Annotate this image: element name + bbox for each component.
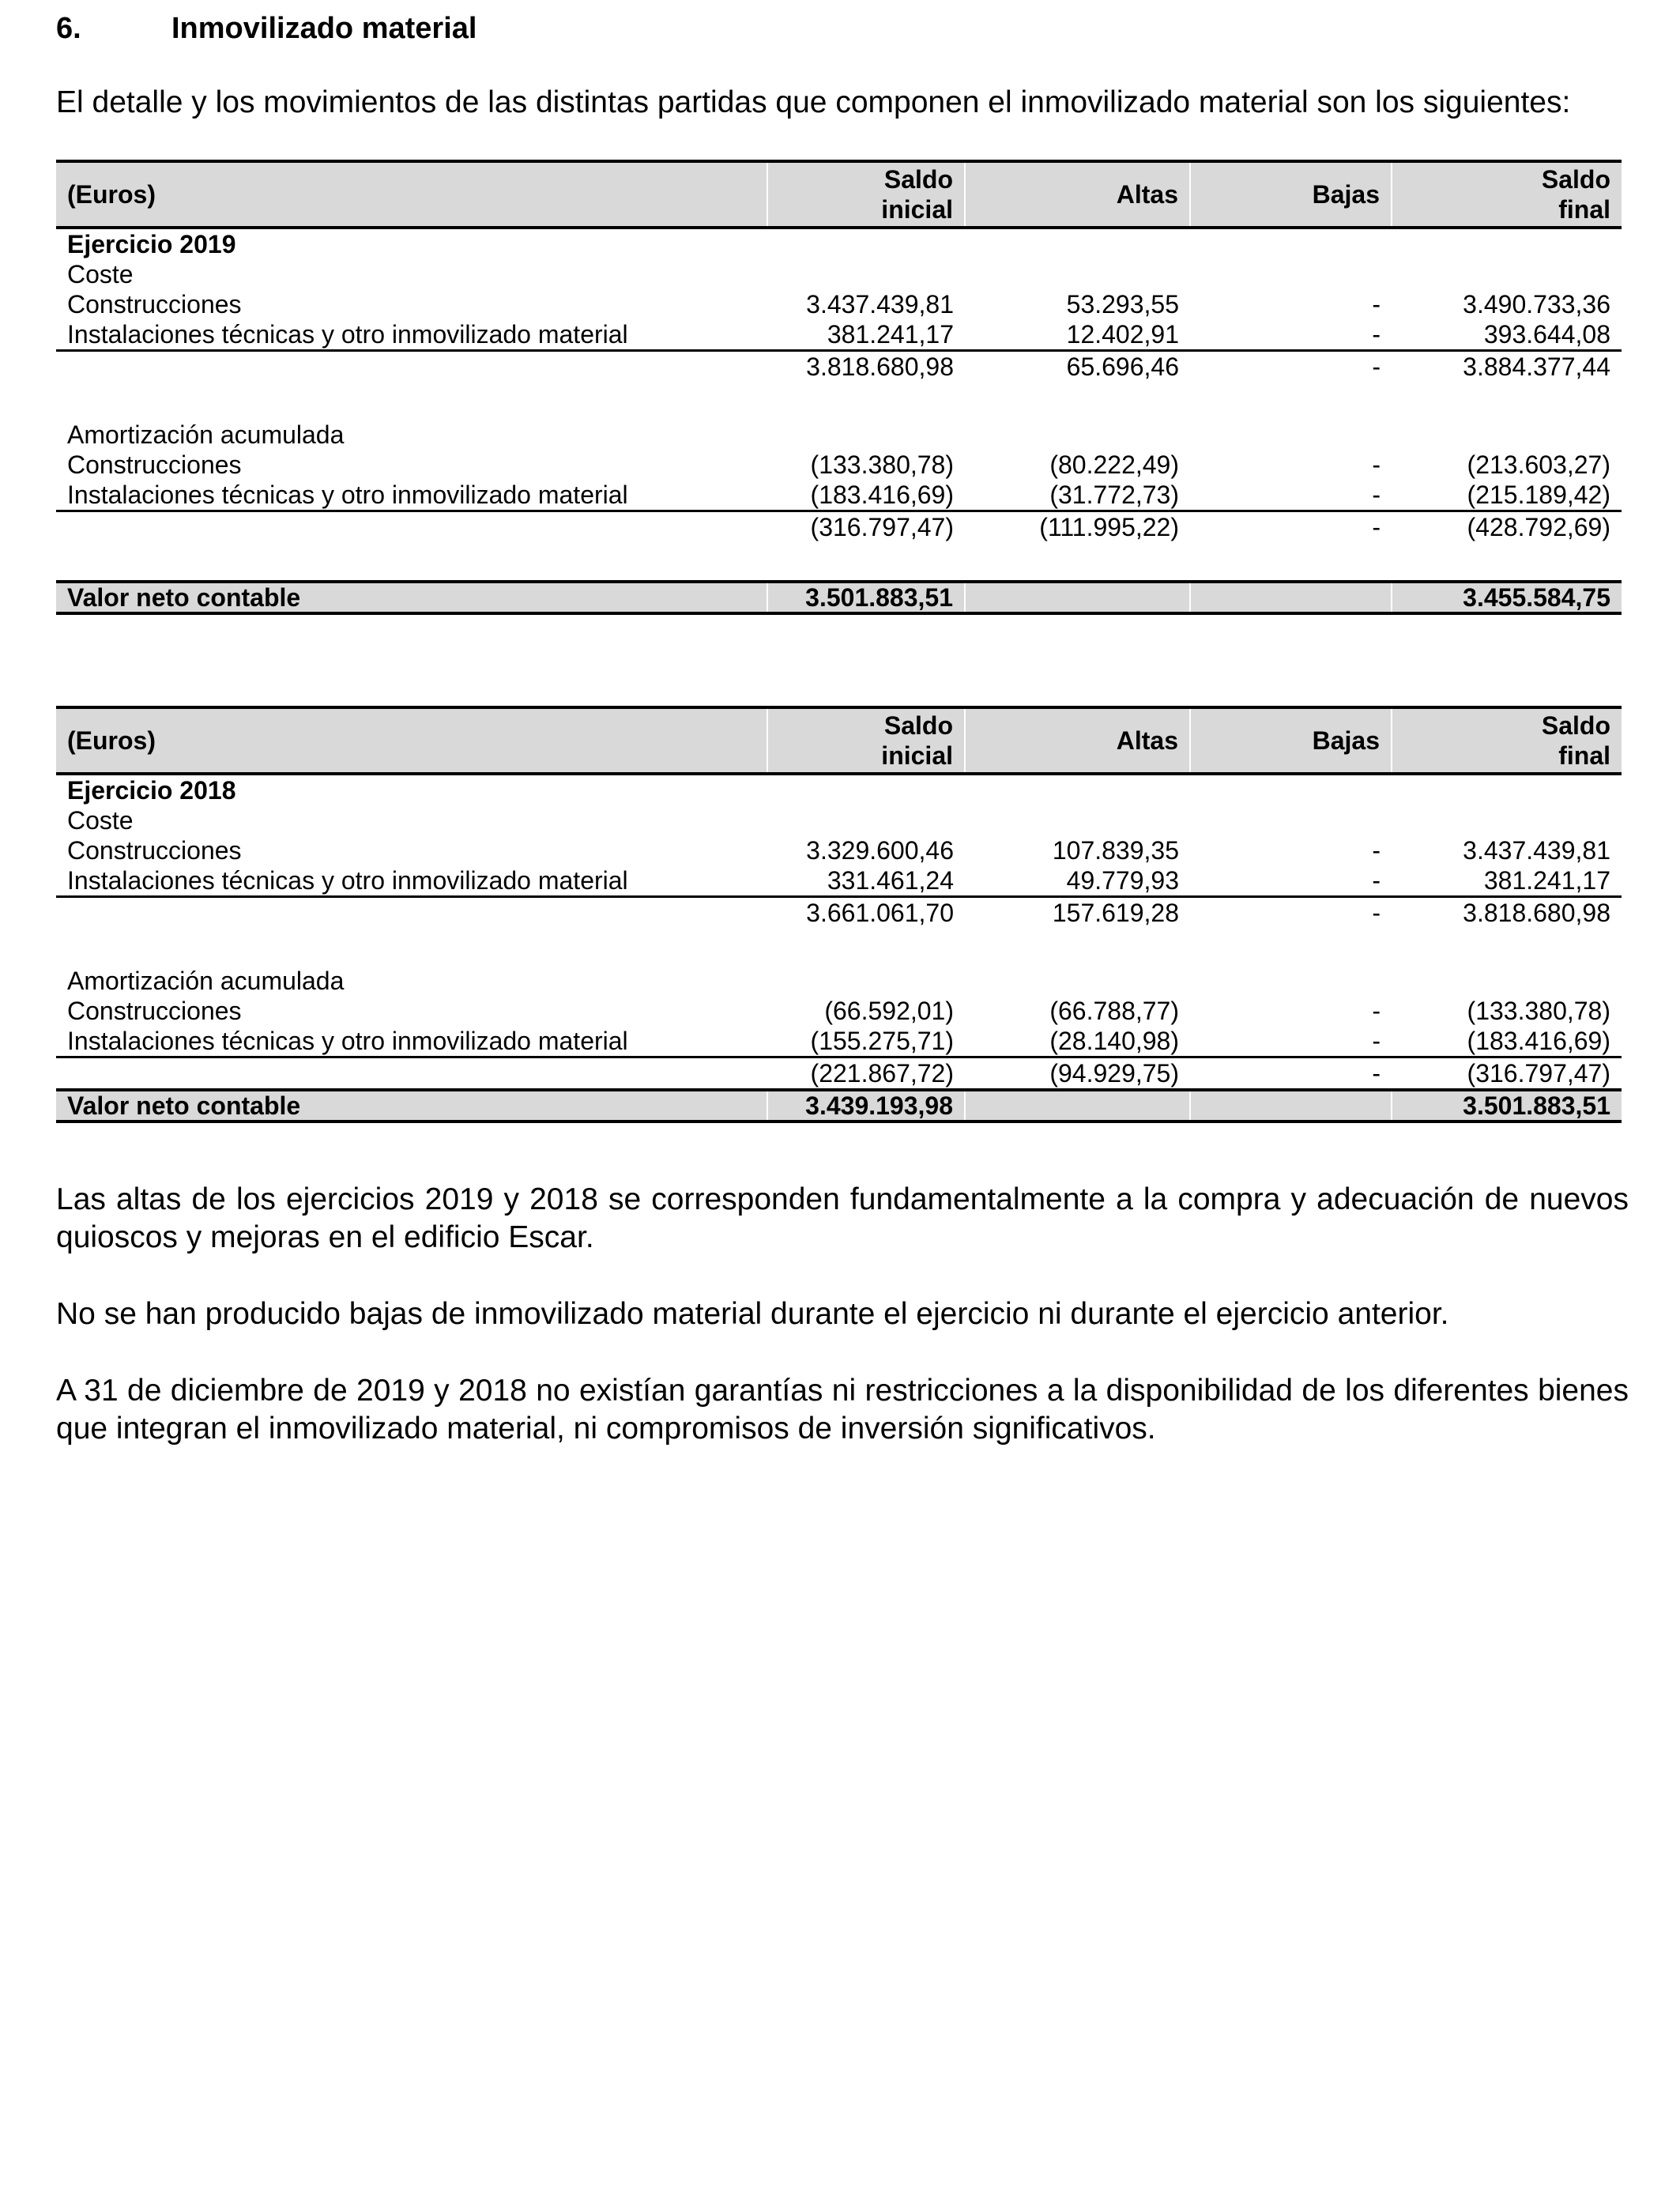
header-unit: (Euros) <box>56 161 767 228</box>
table-row <box>56 966 1622 996</box>
header-bajas: Bajas <box>1190 161 1392 228</box>
table-row: Instalaciones técnicas y otro inmovilizado material 381.241,17 12.402,91 - 393.644,08 <box>67 320 1610 349</box>
table-row: Construcciones 3.437.439,81 53.293,55 - 3.490.733,36 <box>67 290 1610 319</box>
header-saldo-final: Saldo final <box>1392 707 1622 774</box>
table-row <box>56 420 1622 450</box>
table-ejercicio-2019 <box>56 160 1622 615</box>
header-altas: Altas <box>965 707 1190 774</box>
intro-paragraph: El detalle y los movimientos de las distintas partidas que componen el inmovilizado material son los siguientes: <box>56 85 1571 119</box>
table-row: Construcciones (133.380,78) (80.222,49) - (213.603,27) <box>67 450 1610 479</box>
valor-neto-contable-row: Valor neto contable 3.501.883,51 3.455.584,75 <box>56 582 1622 613</box>
header-saldo-inicial: Saldo inicial <box>767 161 965 228</box>
paragraph-altas: Las altas de los ejercicios 2019 y 2018 se corresponden fundamentalmente a la compra y adecuación de nuevos quioscos y mejoras en el edificio Escar. <box>56 1182 1629 1254</box>
table-row <box>56 805 1622 835</box>
coste-total-row: 3.661.061,70 157.619,28 - 3.818.680,98 <box>56 897 1622 929</box>
valor-neto-contable-row: Valor neto contable 3.439.193,98 3.501.883,51 <box>56 1090 1622 1122</box>
section-heading <box>56 8 477 49</box>
amort-total-row: (316.797,47) (111.995,22) - (428.792,69) <box>56 511 1622 543</box>
table-row <box>56 774 1622 805</box>
amort-label: Amortización acumulada <box>67 420 345 449</box>
amort-total-row: (221.867,72) (94.929,75) - (316.797,47) <box>56 1057 1622 1091</box>
table-row: Instalaciones técnicas y otro inmovilizado material (155.275,71) (28.140,98) - (183.416,69) <box>67 1027 1610 1055</box>
table-ejercicio-2018 <box>56 706 1622 1123</box>
coste-label: Coste <box>67 806 134 835</box>
header-bajas: Bajas <box>1190 707 1392 774</box>
table-row <box>56 228 1622 259</box>
header-unit: (Euros) <box>56 707 767 774</box>
header-saldo-final: Saldo final <box>1392 161 1622 228</box>
header-saldo-inicial: Saldo inicial <box>767 707 965 774</box>
table-header-row <box>56 161 1622 228</box>
table-row: Instalaciones técnicas y otro inmovilizado material (183.416,69) (31.772,73) - (215.189,42) <box>67 481 1610 509</box>
table-row: Instalaciones técnicas y otro inmovilizado material 331.461,24 49.779,93 - 381.241,17 <box>67 866 1610 895</box>
section-number: 6. <box>56 12 81 45</box>
table-row <box>56 259 1622 289</box>
amort-label: Amortización acumulada <box>67 967 345 995</box>
paragraph-garantias: A 31 de diciembre de 2019 y 2018 no existían garantías ni restricciones a la disponibilidad de los diferentes bienes que integran el inmovilizado material, ni compromisos de inversión significativos. <box>56 1374 1629 1446</box>
table-row: Construcciones (66.592,01) (66.788,77) - (133.380,78) <box>67 997 1610 1025</box>
coste-total-row: 3.818.680,98 65.696,46 - 3.884.377,44 <box>56 351 1622 383</box>
coste-label: Coste <box>67 260 134 288</box>
header-altas: Altas <box>965 161 1190 228</box>
ejercicio-label: Ejercicio 2018 <box>67 776 236 805</box>
table-row: Construcciones 3.329.600,46 107.839,35 - 3.437.439,81 <box>67 836 1610 865</box>
paragraph-bajas: No se han producido bajas de inmovilizado material durante el ejercicio ni durante el ejercicio anterior. <box>56 1297 1449 1331</box>
ejercicio-label: Ejercicio 2019 <box>67 230 236 258</box>
table-header-row <box>56 707 1622 774</box>
section-title: Inmovilizado material <box>171 12 477 45</box>
